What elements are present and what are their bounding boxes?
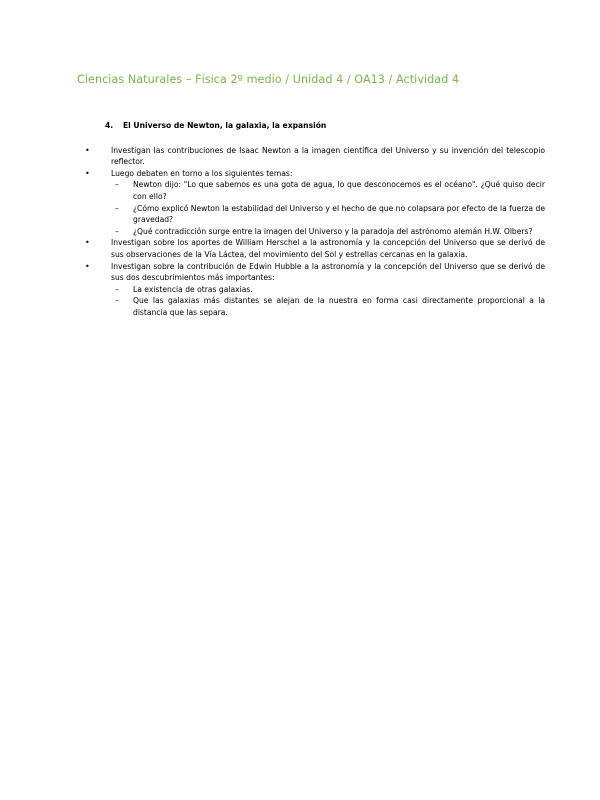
- bullet-item: [85, 261, 545, 319]
- section-number: 4.: [105, 121, 114, 130]
- activity-content: [85, 120, 545, 319]
- bullet-text: Investigan sobre los aportes de William Herschel a la astronomía y la concepción del Universo que se derivó de sus observaciones de la Vía Láctea, del movimiento del Sol y estrellas cercanas en la galaxia.: [111, 238, 545, 259]
- bullet-item: [85, 145, 545, 168]
- bullet-list: [85, 145, 545, 319]
- bullet-text: Investigan sobre la contribución de Edwin Hubble a la astronomía y la concepción del Universo que se derivó de sus dos descubrimientos más importantes:: [111, 261, 545, 283]
- bullet-text: Luego debaten en torno a los siguientes temas:: [111, 168, 293, 178]
- bullet-text: Investigan las contribuciones de Isaac Newton a la imagen científica del Universo y su invención del telescopio reflector.: [111, 145, 545, 167]
- bullet-item: [85, 168, 545, 238]
- sub-item: – Newton dijo: "Lo que sabemos es una gota de agua, lo que desconocemos es el océano". ¿Qué quiso decir con ello?: [111, 179, 545, 202]
- sub-item: – ¿Cómo explicó Newton la estabilidad del Universo y el hecho de que no colapsara por efecto de la fuerza de gravedad?: [111, 203, 545, 226]
- sub-list: [111, 179, 545, 237]
- sub-list: [111, 284, 545, 319]
- section-title: El Universo de Newton, la galaxia, la expansión: [123, 121, 327, 130]
- page-header-title: Ciencias Naturales – Física 2º medio / Unidad 4 / OA13 / Actividad 4: [77, 73, 460, 86]
- sub-item: – ¿Qué contradicción surge entre la imagen del Universo y la paradoja del astrónomo alemán H.W. Olbers?: [111, 226, 545, 238]
- sub-item: – Que las galaxias más distantes se alejan de la nuestra en forma casi directamente proporcional a la distancia que las separa.: [111, 295, 545, 318]
- sub-item: – La existencia de otras galaxias.: [111, 284, 545, 296]
- section-heading: [105, 120, 545, 132]
- bullet-item: [85, 237, 545, 260]
